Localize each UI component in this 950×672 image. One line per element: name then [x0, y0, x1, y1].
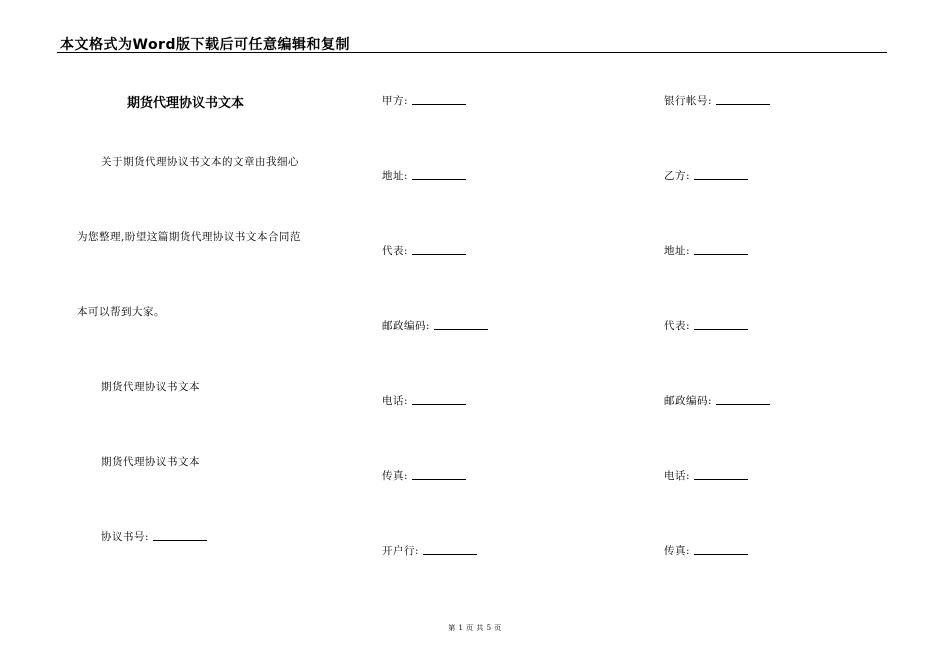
- party-b-field: [664, 168, 748, 183]
- page-footer: 第 1 页 共 5 页: [448, 624, 502, 632]
- document-title: 期货代理协议书文本: [127, 96, 245, 111]
- party-a-phone-label: 电话:: [382, 395, 409, 407]
- party-a-representative-blank: [412, 254, 466, 255]
- party-a-fax-blank: [412, 479, 466, 480]
- intro-line-1: 关于期货代理协议书文本的文章由我细心: [101, 156, 299, 168]
- party-a-address-label: 地址:: [382, 170, 409, 182]
- party-a-representative-field: [382, 243, 466, 258]
- party-a-fax-label: 传真:: [382, 470, 409, 482]
- header-title: 本文格式为Word版下载后可任意编辑和复制: [60, 37, 350, 53]
- party-a-label: 甲方:: [382, 95, 409, 107]
- intro-line-2: 为您整理,盼望这篇期货代理协议书文本合同范: [77, 231, 301, 243]
- party-b-fax-field: [664, 543, 748, 558]
- party-b-postcode-field: [664, 393, 770, 408]
- agreement-number-blank: [153, 540, 207, 541]
- party-a-bank-blank: [423, 554, 477, 555]
- party-a-phone-field: [382, 393, 466, 408]
- party-b-fax-label: 传真:: [664, 545, 691, 557]
- agreement-number-label: 协议书号:: [101, 531, 150, 543]
- party-b-address-field: [664, 243, 748, 258]
- party-a-field: [382, 93, 466, 108]
- party-a-bank-label: 开户行:: [382, 545, 420, 557]
- party-a-address-field: [382, 168, 466, 183]
- party-b-representative-label: 代表:: [664, 320, 691, 332]
- party-b-postcode-blank: [716, 404, 770, 405]
- party-a-address-blank: [412, 179, 466, 180]
- party-a-postcode-field: [382, 318, 488, 333]
- agreement-number-field: [101, 529, 207, 544]
- party-a-fax-field: [382, 468, 466, 483]
- party-b-blank: [694, 179, 748, 180]
- party-a-postcode-label: 邮政编码:: [382, 320, 431, 332]
- party-b-label: 乙方:: [664, 170, 691, 182]
- section-heading-1: 期货代理协议书文本: [101, 381, 200, 393]
- party-b-phone-blank: [694, 479, 748, 480]
- party-b-address-label: 地址:: [664, 245, 691, 257]
- section-heading-2: 期货代理协议书文本: [101, 456, 200, 468]
- party-b-representative-field: [664, 318, 748, 333]
- party-a-blank: [412, 104, 466, 105]
- party-a-phone-blank: [412, 404, 466, 405]
- intro-line-3: 本可以帮到大家。: [77, 306, 165, 318]
- party-b-address-blank: [694, 254, 748, 255]
- party-a-bank-field: [382, 543, 477, 558]
- party-b-postcode-label: 邮政编码:: [664, 395, 713, 407]
- party-a-postcode-blank: [434, 329, 488, 330]
- bank-account-field: [664, 93, 770, 108]
- bank-account-blank: [716, 104, 770, 105]
- party-a-representative-label: 代表:: [382, 245, 409, 257]
- party-b-phone-field: [664, 468, 748, 483]
- party-b-phone-label: 电话:: [664, 470, 691, 482]
- party-b-representative-blank: [694, 329, 748, 330]
- bank-account-label: 银行帐号:: [664, 95, 713, 107]
- header-divider: [57, 52, 887, 53]
- party-b-fax-blank: [694, 554, 748, 555]
